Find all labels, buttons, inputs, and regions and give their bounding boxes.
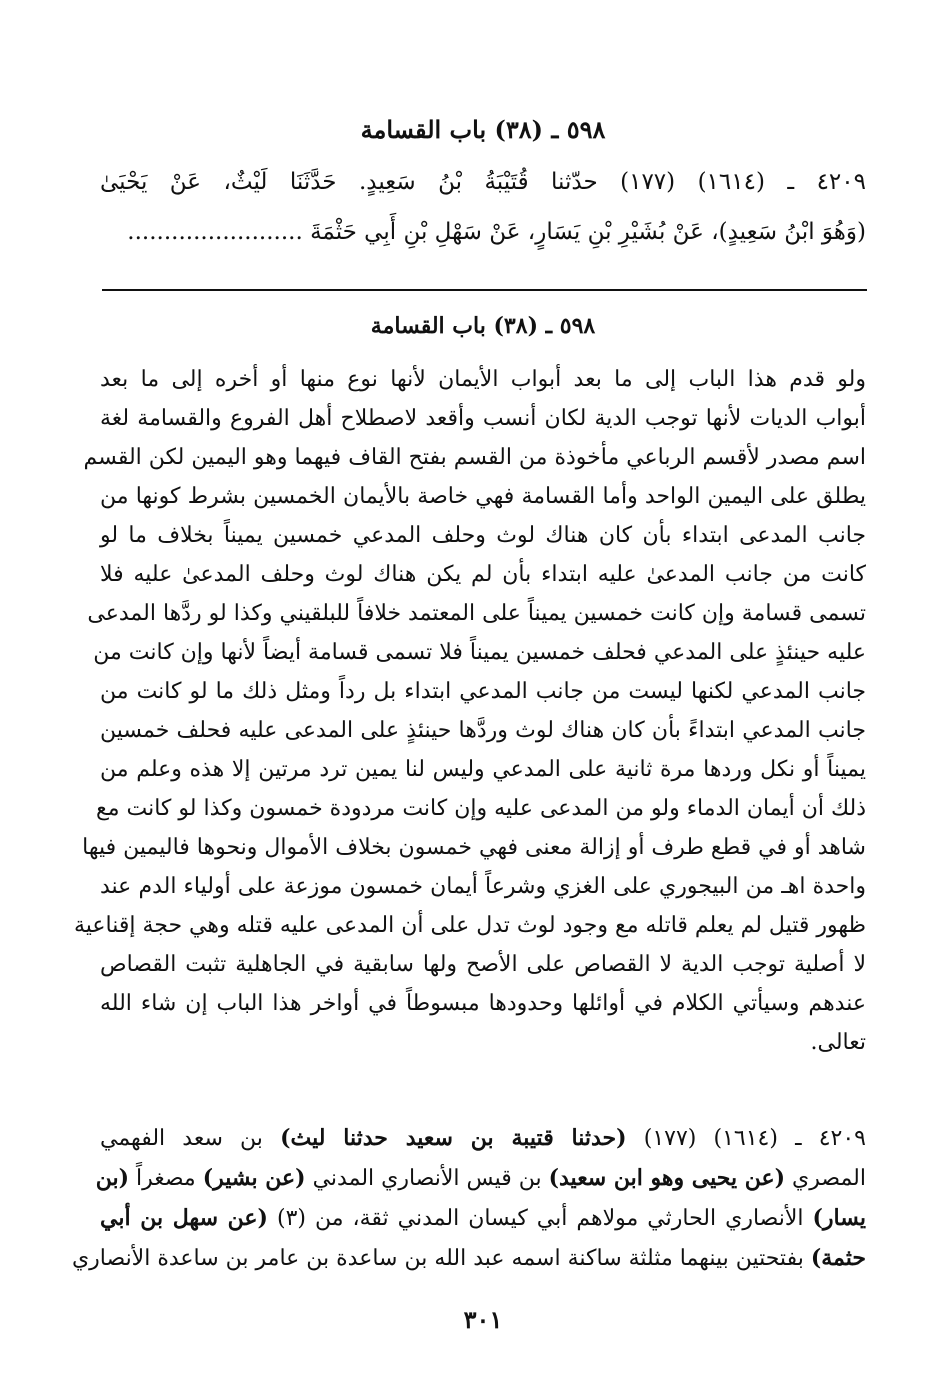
commentary-line: شاهد أو في قطع طرف أو إزالة معنى فهي خمسون بخلاف الأموال ونحوها فاليمين فيها	[82, 835, 866, 860]
sharh-quote: (بن	[95, 1165, 129, 1191]
sharh-quote: يسار)	[812, 1205, 867, 1231]
commentary-line: تسمى قسامة وإن كانت خمسين يميناً على المعتمد خلافاً للبلقيني وكذا لو ردَّها المدعى	[87, 601, 866, 626]
sharh-text: بن سعد الفهمي	[100, 1126, 281, 1151]
commentary-line: أبواب الديات لأنها توجب الدية لكان أنسب وأقعد لاصطلاح أهل الفروع والقسامة لغة	[100, 406, 866, 431]
page-number: ٣٠١	[463, 1305, 503, 1334]
sharh-quote: حثمة)	[810, 1245, 866, 1271]
sharh-text: بفتحتين بينهما مثلثة ساكنة اسمه عبد الله بن ساعدة بن عامر بن ساعدة الأنصاري	[71, 1246, 811, 1271]
hadith-line-2: (وَهُوَ ابْنُ سَعِيدٍ)، عَنْ بُشَيْرِ بْنِ يَسَارٍ، عَنْ سَهْلِ بْنِ أَبِي حَثْمَةَ ........................	[127, 219, 866, 245]
sharh-line-4	[71, 1238, 866, 1279]
commentary-line: يطلق على اليمين الواحد وأما القسامة فهي خاصة بالأيمان الخمسين بشرط كونها من	[100, 484, 866, 509]
commentary-line: كانت من جانب المدعىٰ عليه ابتداء بأن لم يكن هناك لوث وحلف المدعىٰ عليه فلا	[100, 562, 866, 587]
commentary-line: يميناً أو نكل وردها مرة ثانية على المدعي وليس لنا يمين ترد مرتين إلا هذه وعلم من	[100, 757, 866, 782]
sharh-text: الأنصاري الحارثي مولاهم أبي كيسان المدني ثقة، من (٣)	[267, 1206, 813, 1231]
sharh-quote: (عن سهل بن أبي	[100, 1205, 268, 1231]
sharh-line-2	[95, 1158, 866, 1199]
commentary-line: جانب المدعى ابتداء بأن كان هناك لوث وحلف المدعي خمسين يميناً بخلاف ما لو	[100, 523, 866, 548]
sharh-text: مصغراً	[128, 1166, 203, 1191]
sharh-text: بن قيس الأنصاري المدني	[305, 1166, 549, 1191]
commentary-line: عندهم وسيأتي الكلام في أوائلها وحدودها مبسوطاً في أواخر هذا الباب إن شاء الله	[100, 991, 866, 1016]
commentary-line: واحدة اهـ من البيجوري على الغزي وشرعاً أيمان خمسون موزعة على أولياء الدم عند	[100, 874, 866, 899]
hadith-line-1: ٤٢٠٩ ـ (١٦١٤) (١٧٧) حدّثنا قُتَيْبَةُ بْنُ سَعِيدٍ. حَدَّثَنَا لَيْثٌ، عَنْ يَحْيَىٰ	[100, 169, 866, 195]
commentary-line: ولو قدم هذا الباب إلى ما بعد أبواب الأيمان لأنها نوع منها أو أخره إلى ما بعد	[100, 367, 866, 392]
commentary-line: جانب المدعي ابتداءً بأن كان هناك لوث وردَّها حينئذٍ على المدعى عليه فحلف خمسين	[100, 718, 866, 743]
separator-rule	[102, 289, 867, 291]
sharh-text: المصري	[785, 1166, 866, 1191]
commentary-line: تعالى.	[810, 1030, 866, 1055]
sharh-line-3	[100, 1198, 866, 1239]
sharh-quote: (عن يحيى وهو ابن سعيد)	[548, 1165, 786, 1191]
sharh-number: ٤٢٠٩ ـ (١٦١٤) (١٧٧)	[626, 1126, 866, 1151]
commentary-heading: ٥٩٨ ـ (٣٨) باب القسامة	[370, 313, 596, 339]
commentary-line: ظهور قتيل لم يعلم قاتله مع وجود لوث تدل على أن المدعى عليه قتله وهي حجة إقناعية	[73, 913, 866, 938]
commentary-line: لا أصلية توجب الدية لا القصاص على الأصح ولها سابقية في الجاهلية تثبت القصاص	[100, 952, 866, 977]
commentary-line: جانب المدعي لكنها ليست من جانب المدعي ابتداء بل رداً ومثل ذلك ما لو كانت من	[100, 679, 866, 704]
commentary-line: اسم مصدر لأقسم الرباعي مأخوذة من القسم بفتح القاف فيهما وهو اليمين لكن القسم	[83, 445, 866, 470]
commentary-line: عليه حينئذٍ على المدعي فحلف خمسين يميناً فلا تسمى قسامة أيضاً لأنها وإن كانت من	[93, 640, 866, 665]
chapter-heading: ٥٩٨ ـ (٣٨) باب القسامة	[360, 115, 606, 144]
sharh-line-1	[100, 1118, 866, 1159]
sharh-quote: (حدثنا قتيبة بن سعيد حدثنا ليث)	[280, 1125, 627, 1151]
sharh-quote: (عن بشير)	[202, 1165, 306, 1191]
commentary-line: ذلك أن أيمان الدماء ولو من المدعى عليه وإن كانت مردودة خمسون وكذا لو كانت مع	[96, 796, 866, 821]
